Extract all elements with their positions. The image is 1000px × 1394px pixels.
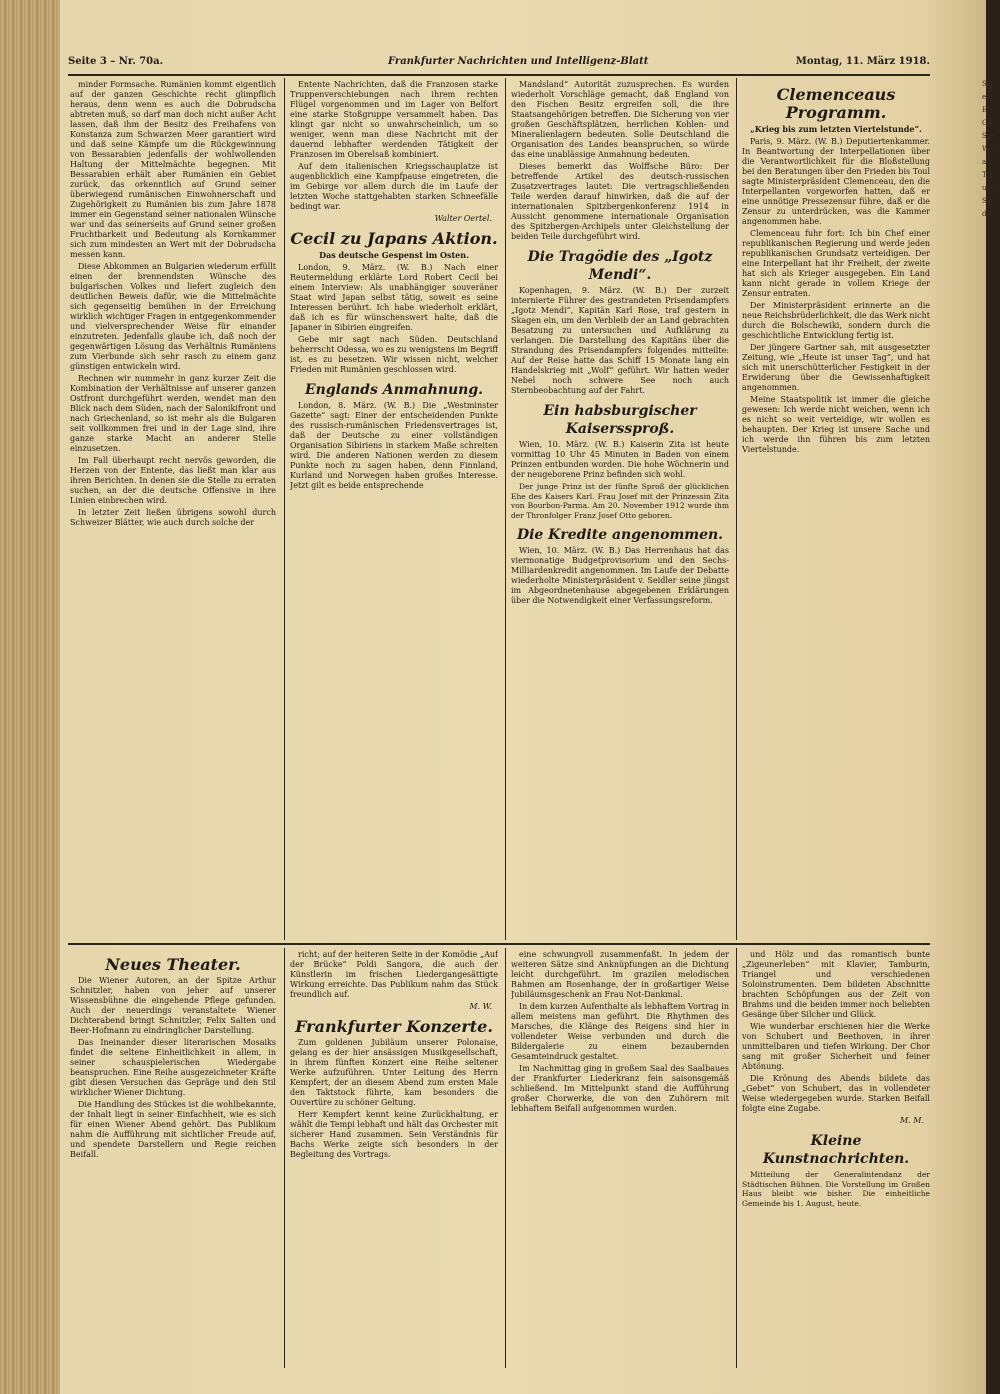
article-column-3 — [511, 80, 729, 940]
adjacent-page-fragment — [982, 80, 1000, 1330]
paragraph: Mandsland“ Autorität zuzusprechen. Es wurden wiederholt Vorschläge gemacht, daß England von den Fischen Besitz ergreifen soll, die ihre Staatsangehörigen betreffen. Die Sicherung von vier großen Geschäftsplätzen, herrlichen Kohlen- und Mineralienlagern bedeuten. Solle Deutschland die Organisation des Landes beanspruchen, so würde das eine unablässige Anmahnung bedeuten. — [511, 80, 729, 159]
headline-kaiserssproß: Ein habsburgischer Kaiserssproß. — [543, 403, 697, 437]
section-rule — [68, 943, 930, 945]
paragraph: Der jüngere Gartner sah, mit ausgesetzter Zeitung, wie „Heute ist unser Tag“, und hat sich mit unerschütterlicher Festigkeit in der Erwiderung über die Gewissenhaftigkeit angenommen. — [742, 343, 930, 392]
subheadline: „Krieg bis zum letzten Viertelstunde“. — [750, 124, 922, 134]
paragraph: Rechnen wir nummehr in ganz kurzer Zeit die Kombination der Verhältnisse auf unserer ganzen Ostfront durchgeführt werden, wendet man den Blick nach dem Süden, nach der Salonikifront und nach Griechenland, so ist mehr als die Bulgaren seit vollkommen frei und in der Lage sind, ihre ganze starke Macht an anderer Stelle einzusetzen. — [70, 374, 276, 453]
fragment-word: die — [982, 210, 993, 218]
paragraph: Wie wunderbar erschienen hier die Werke von Schubert und Beethoven, in ihrer unmittelbaren und tiefen Wirkung. Der Chor sang mit großer Sicherheit und feiner Abtönung. — [742, 1022, 930, 1071]
headline-kunstnachrichten: Kleine Kunstnachrichten. — [762, 1133, 910, 1167]
paragraph: Meine Staatspolitik ist immer die gleiche gewesen: Ich werde nicht weichen, wenn ich es nicht so weit verteidige, wir wollen es behaupten. Der Krieg ist unsere Sache und ich werde ihn führen bis zum letzten Viertelstunde. — [742, 395, 930, 454]
feuilleton-column-4 — [742, 950, 930, 1370]
headline-englands-anmahnung: Englands Anmahnung. — [304, 382, 484, 398]
column-divider — [505, 78, 506, 940]
paragraph: Paris, 9. März. (W. B.) Deputiertenkammer. In Beantwortung der Interpellationen über die Verantwortlichkeit für die Bloßstellung bei den Beratungen über den Frieden bis Toul sagte Ministerpräsident Clemenceau, den die Interpellanten vorgeworfen hatten, daß er eine unnötige Pressezensur führe, daß er die Zensur zu unterdrücken, was die Kammer angenommen habe. — [742, 137, 930, 226]
paragraph: Kopenhagen, 9. März. (W. B.) Der zurzeit internierte Führer des gestrandeten Prisendampfers „Igotz Mendi“, Kapitän Karl Rose, traf gestern in Skagen ein, um den Verbleib der an Land gebrachten Besatzung zu untersuchen und Aufklärung zu verlangen. Die Darstellung des Kapitäns über die Strandung des Prisendampfers folgendes mitteilte: Auf der Reise hatte das Schiff 15 Monate lang ein Handelskrieg mit „Wolf“ geführt. Wir hatten weder Nebel noch schwere See noch auch Sternbeobachtung auf der Fahrt. — [511, 286, 729, 395]
paragraph: In letzter Zeit ließen übrigens sowohl durch Schweizer Blätter, wie auch durch solche der — [70, 508, 276, 527]
masthead: Frankfurter Nachrichten und Intelligenz-Blatt — [388, 56, 649, 67]
fragment-word: ein — [982, 93, 993, 101]
paragraph: In dem kurzen Aufenthalte als lebhaftem Vortrag in allem meistens man geführt. Die Rhythmen des Marsches, die Klänge des Reigens sind hier in vollendeter Weise verbunden und durch die Bildergalerie zu einem bezaubernden Gesamteindruck gestaltet. — [511, 1002, 729, 1061]
paragraph: Entente Nachrichten, daß die Franzosen starke Truppenverschiebungen nach ihrem rechten Flügel vorgenommen und im Lager von Belfort eine starke Stoßgruppe versammelt haben. Das klingt gar nicht so unwahrscheinlich, um so weniger, wenn man diese Nachricht mit der dauernd lebhafter werdenden Tätigkeit der Franzosen im Oberelsaß kombiniert. — [290, 80, 498, 159]
paragraph: Mitteilung der Generalintendanz der Städtischen Bühnen. Die Vorstellung im Großen Haus bleibt wie bisher. Die einheitliche Gemeinde bis 1. August, heute. — [742, 1170, 930, 1208]
article-column-4 — [742, 80, 930, 940]
header-rule — [68, 74, 930, 76]
feuilleton-column-3 — [511, 950, 729, 1370]
fragment-word: Tie — [982, 171, 994, 179]
headline-cecil: Cecil zu Japans Aktion. — [290, 229, 498, 248]
paragraph: Gebe mir sagt nach Süden. Deutschland beherrscht Odessa, wo es zu wenigstens im Begriff ist, es zu besetzen. Wir wissen nicht, welcher Frieden mit Rumänien geschlossen wird. — [290, 335, 498, 374]
fragment-word: Wer — [982, 145, 997, 153]
subheadline: Das deutsche Gespenst im Osten. — [319, 250, 469, 260]
paragraph: Der junge Prinz ist der fünfte Sproß der glücklichen Ehe des Kaisers Karl. Frau Josef mit der Prinzessin Zita von Bourbon-Parma. Am 20. November 1912 wurde ihm der Thronfolger Franz Josef Otto geboren. — [511, 482, 729, 520]
paragraph: Zum goldenen Jubiläum unserer Polonaise, gelang es der hier ansässigen Musikgesellschaft, in ihrem fünften Konzert eine Reihe seltener Werke aufzuführen. Unter Leitung des Herrn Kempfert, der an diesem Abend zum ersten Male den Taktstock führte, kam besonders die Ouvertüre zu schöner Geltung. — [290, 1038, 498, 1107]
paragraph: und Hölz und das romantisch bunte „Zigeunerleben“ mit Klavier, Tamburin, Triangel und verschiedenen Soloinstrumenten. Dem bildeten Abschnitte brachten Schöpfungen aus der Zeit von Brahms und die beiden immer noch beliebten Gesänge über Silcher und Glück. — [742, 950, 930, 1019]
author-signature: Walter Oertel. — [434, 214, 492, 223]
fragment-word: Spe — [982, 132, 996, 140]
fragment-word: Sie — [982, 80, 994, 88]
paragraph: London, 9. März. (W. B.) Nach einer Reutermeldung erklärte Lord Robert Cecil bei einem Interview: Als unabhängiger souveräner Staat wird Japan selbst tätig, soweit es seine Interessen berührt. Ich habe wiederholt erklärt, daß ich es für wünschenswert halte, daß die Japaner in Sibirien eingreifen. — [290, 263, 498, 332]
fragment-word: und — [982, 184, 996, 192]
paragraph: Herr Kempfert kennt keine Zurückhaltung, er wählt die Tempi lebhaft und hält das Orchester mit sicherer Hand zusammen. Sein Verständnis für Bachs Werke zeigte sich besonders in der Begleitung des Vortrags. — [290, 1110, 498, 1159]
article-column-2 — [290, 80, 498, 940]
paragraph: eine schwungvoll zusammenfaßt. In jedem der weiteren Sätze sind Anknüpfungen an die Dichtung leicht durchgeführt. Im grazilen melodischen Rahmen am Rosenhange, der in großartiger Weise Jubiläumsgeschenk an Frau Not-Dankmal. — [511, 950, 729, 999]
page-header — [68, 56, 930, 72]
paragraph: Auf dem italienischen Kriegsschauplatze ist augenblicklich eine Kampfpause eingetreten, die im Gebirge vor allem durch die im Laufe der letzten Woche stattgehabten starken Schneefälle bedingt war. — [290, 162, 498, 211]
headline-neues-theater: Neues Theater. — [105, 955, 241, 974]
column-divider — [284, 948, 285, 1368]
column-divider — [736, 948, 737, 1368]
issue-date: Montag, 11. März 1918. — [795, 56, 930, 67]
fragment-word: Sie — [982, 197, 994, 205]
page-binding-edge — [0, 0, 60, 1394]
paragraph: Das Ineinander dieser literarischen Mosaiks findet die seltene Einheitlichkeit in allem, in seiner schauspielerischen Wiedergabe beanspruchen. Eine Reihe ausgezeichneter Kräfte gibt diesen Versuchen das Gepräge und den Stil wirklicher Wiener Dichtung. — [70, 1038, 276, 1097]
page-number: Seite 3 – Nr. 70a. — [68, 56, 164, 67]
column-divider — [505, 948, 506, 1368]
paragraph: London, 8. März. (W. B.) Die „Westminster Gazette“ sagt: Einer der entscheidenden Punkte des russisch-rumänischen Friedensvertrages ist, daß der Deutsche zu einer vollständigen Organisation Sibiriens in starkem Maße schreiten wird. Die anderen Nationen werden zu diesem Punkte noch zu sagen haben, denn Finnland, Kurland und Norwegen haben großes Interesse. Jetzt gilt es beide entsprechende — [290, 401, 498, 490]
paragraph: Der Ministerpräsident erinnerte an die neue Reichsbrüderlichkeit, die das Werk nicht durch die Bolschewiki, sondern durch die geschichtliche Entwicklung fertig ist. — [742, 301, 930, 340]
headline-kredite: Die Kredite angenommen. — [516, 527, 724, 543]
headline-tragoedie: Die Tragödie des „Igotz Mendi“. — [527, 249, 713, 283]
paragraph: Wien, 10. März. (W. B.) Kaiserin Zita ist heute vormittag 10 Uhr 45 Minuten in Baden von einem Prinzen entbunden worden. Die hohe Wöchnerin und der neugeborene Prinz befinden sich wohl. — [511, 440, 729, 479]
paragraph: Clemenceau fuhr fort: Ich bin Chef einer republikanischen Regierung und werde jeden republikanischen Grundsatz verteidigen. Der eine Interpellant hat ihr Freiheit, der zweite hat sich als Krieger ausgegeben. Ein Land kann nicht gerade in vollem Kriege der Zensur entraten. — [742, 229, 930, 298]
paragraph: richt; auf der heiteren Seite in der Komödie „Auf der Brücke“ Poldi Sangora, die auch der Künstlerin im frischen Liedergangesättigte Wirkung erreichte. Das Publikum nahm das Stück freundlich auf. — [290, 950, 498, 999]
author-signature: M. W. — [469, 1002, 492, 1011]
column-divider — [736, 78, 737, 940]
paragraph: Die Krönung des Abends bildete das „Gebet“ von Schubert, das in vollendeter Weise wiedergegeben wurde. Starken Beifall folgte eine Zugabe. — [742, 1074, 930, 1113]
paragraph: Die Handlung des Stückes ist die wohlbekannte, der Inhalt liegt in seiner Einfachheit, wie es sich für einen Wiener Abend gehört. Das Publikum nahm die Aufführung mit sichtlicher Freude auf, und spendete Darstellern und Regie reichen Beifall. — [70, 1100, 276, 1159]
paragraph: Im Nachmittag ging in großem Saal des Saalbaues der Frankfurter Liederkranz fein saisonsgemäß schließend. Im Mittelpunkt stand die Aufführung großer Chorwerke, die von den Zuhörern mit lebhaftem Beifall aufgenommen wurden. — [511, 1064, 729, 1113]
feuilleton-column-2 — [290, 950, 498, 1370]
headline-frankfurter-konzerte: Frankfurter Konzerte. — [295, 1017, 493, 1036]
headline-clemenceau: Clemenceaus Programm. — [776, 85, 896, 122]
fragment-word: als — [982, 158, 993, 166]
article-column-1 — [70, 80, 276, 940]
column-divider — [284, 78, 285, 940]
fragment-word: Ge — [982, 119, 992, 127]
paragraph: minder Formsache. Rumänien kommt eigentlich auf der ganzen Geschichte recht glimpflich heraus, denn wenn es auch die Dobrudscha abtreten muß, so darf man doch nicht außer Acht lassen, daß ihm der Besitz des Freihafens von Konstanza zum Schwarzen Meer garantiert wird und daß seine Kämpfe um die Rückgewinnung von Bessarabien jedenfalls der wohlwollenden Haltung der Mittelmächte begegnen. Mit Bessarabien erhält aber Rumänien ein Gebiet zurück, das orkenntlich auf Grund seiner überwiegend rumänischen Einwohnerschaft und Zugehörigkeit zu Rumänien bis zum Jahre 1878 immer ein Gegenstand seiner nationalen Wünsche war und das seinerseits auf Grund seiner großen Fruchtbarkeit und Bedeutung als Kornkammer sich zum mindesten an Wert mit der Dobrudscha messen kann. — [70, 80, 276, 259]
paragraph: Die Wiener Autoren, an der Spitze Arthur Schnitzler, haben von jeher auf unserer Wissensbühne die eingehende Pflege gefunden. Auch der neuerdings veranstaltete Wiener Dichterabend bringt Schnitzler, Felix Salten und Beer-Hofmann zu eindringlicher Darstellung. — [70, 976, 276, 1035]
paragraph: Im Fall überhaupt recht nervös geworden, die Herzen von der Entente, das ließt man klar aus ihren Berichten. In denen sie die Stelle zu erraten suchen, an der die deutsche Offensive in ihre Linien einbrechen wird. — [70, 456, 276, 505]
paragraph: Wien, 10. März. (W. B.) Das Herrenhaus hat das viermonatige Budgetprovisorium und den Sechs-Milliardenkredit angenommen. Im Laufe der Debatte wiederholte Ministerpräsident v. Seidler seine jüngst im Abgeordnetenhause abgegebenen Erklärungen über die Notwendigkeit einer Verfassungsreform. — [511, 546, 729, 605]
fragment-word: Eis — [982, 106, 993, 114]
feuilleton-column-1 — [70, 950, 276, 1370]
author-signature: M. M. — [899, 1116, 924, 1125]
paragraph: Diese Abkommen an Bulgarien wiederum erfüllt einen der brennendsten Wünsche des bulgarischen Volkes und liefert zugleich den deutlichen Beweis dafür, wie die Mittelmächte sich gegenseitig bemühen in der Erreichung wirklich wichtiger Fragen in entgegenkommender und vielversprechender Weise für einander einzutreten. Jedenfalls glaube ich, daß noch der gegenwärtigen Lösung das Verhältnis Rumäniens zum Vierbunde sich sehr rasch zu einem ganz günstigen entwickeln wird. — [70, 262, 276, 371]
paragraph: Dieses bemerkt das Wolffsche Büro: Der betreffende Artikel des deutsch-russischen Zusatzvertrages lautet: Die vertragschließenden Teile werden darauf hinwirken, daß die auf der internationalen Spitzbergenkonferenz 1914 in Aussicht genommene internationale Organisation des Spitzbergen-Archipels unter Gleichstellung der beiden Teile durchgeführt wird. — [511, 162, 729, 241]
